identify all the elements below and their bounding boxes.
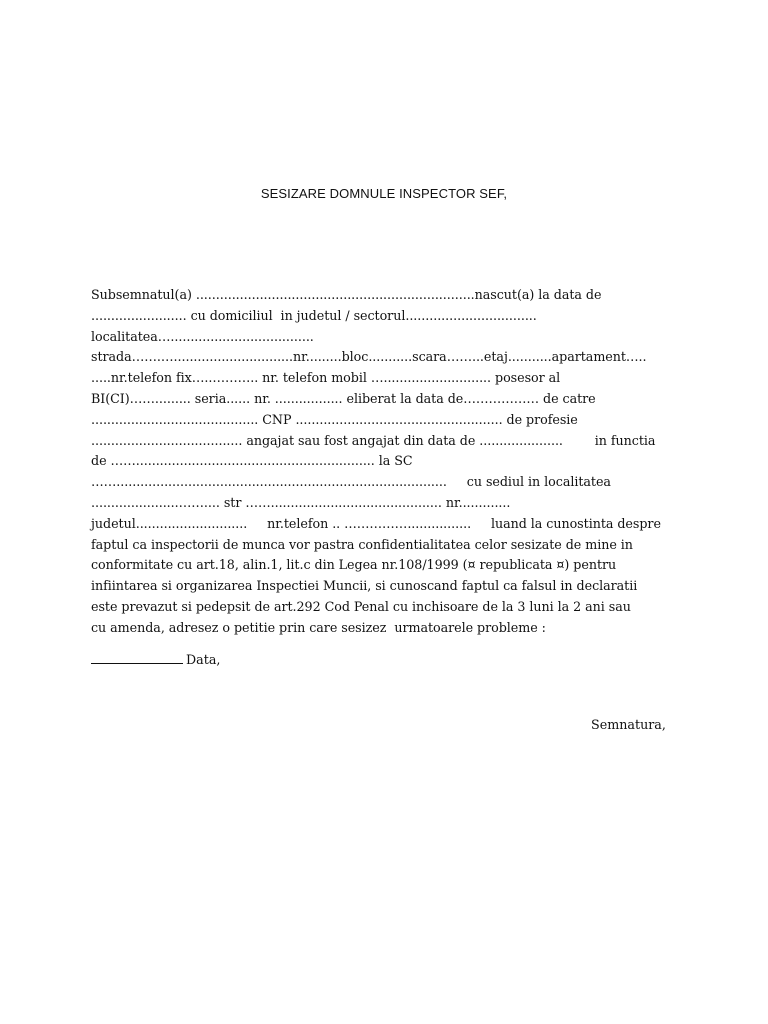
form-line: ...................................... angajat sau fost angajat din data de ..................... in functia: [91, 432, 656, 448]
document-title: SESIZARE DOMNULE INSPECTOR SEF,: [260, 186, 508, 201]
form-line: judetul............................ nr.telefon .. ……………................ luand la cunostinta despre: [91, 515, 661, 531]
form-line: conformitate cu art.18, alin.1, lit.c din Legea nr.108/1999 (¤ republicata ¤) pentru: [91, 557, 617, 573]
form-line: BI(CI)……......... seria...... nr. ................. eliberat la data de……………… de catre: [91, 390, 596, 406]
form-body: [91, 285, 691, 639]
form-line: .......................................... CNP .................................................... de profesie: [91, 411, 578, 427]
form-line: ……................................................................................... cu sediul in localitatea: [91, 474, 611, 490]
form-line: cu amenda, adresez o petitie prin care sesizez urmatoarele probleme :: [91, 619, 546, 635]
form-line: de ……............................................................ la SC: [91, 453, 413, 469]
form-line: infiintarea si organizarea Inspectiei Muncii, si cunoscand faptul ca falsul in declaratii: [91, 578, 638, 594]
form-line: faptul ca inspectorii de munca vor pastra confidentialitatea celor sesizate de mine in: [91, 536, 633, 552]
form-line: ......................…….... str ……........................................... nr.............: [91, 494, 511, 510]
form-line: .....nr.telefon fix…..……….. nr. telefon mobil …........................... posesor al: [91, 370, 561, 386]
signature-label: Semnatura,: [591, 717, 666, 732]
date-row: [91, 652, 220, 667]
date-blank-line: [91, 662, 183, 664]
date-label: Data,: [186, 652, 221, 667]
form-line: strada…….…..............................nr.........bloc...........scara……...etaj...........apartament…..: [91, 349, 647, 365]
form-line: este prevazut si pedepsit de art.292 Cod Penal cu inchisoare de la 3 luni la 2 ani sau: [91, 598, 631, 614]
form-line: localitatea…....................................: [91, 328, 314, 344]
form-line: Subsemnatul(a) ......................................................................nascut(a) la data de: [91, 287, 602, 302]
form-line: ........................ cu domiciliul in judetul / sectorul.................................: [91, 307, 537, 323]
